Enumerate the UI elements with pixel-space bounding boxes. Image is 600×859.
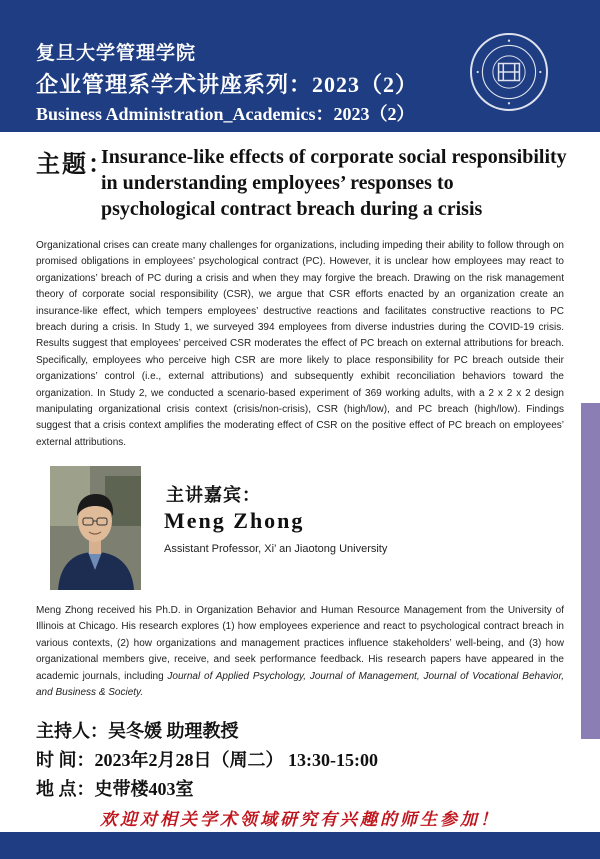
speaker-name: Meng Zhong — [164, 508, 305, 533]
bio-journals: Journal of Applied Psychology, Journal of Management, Journal of Vocational Behavior, and Business & Society. — [36, 670, 564, 699]
welcome-message: 欢迎对相关学术领域研究有兴趣的师生参加！ — [100, 810, 500, 829]
speaker-title: Assistant Professor, Xi’ an Jiaotong University — [164, 543, 388, 555]
abstract-paragraph: Organizational crises can create many challenges for organizations, including impeding their ability to follow through on promised obligations in employees’ psychological contract (PC). However, it is unclear how employees may react to organizations’ breach of PC during a crisis and when they may forgive the breach. Drawing on the risk management theory of corporate social responsibility (CSR), we argue that CSR efforts enacted by an organization create an insurance-like effect, which tempers employees’ destructive reactions and facilitates constructive reactions to PC breach during a crisis. In Study 1, we surveyed 394 employees from diverse industries during the COVID-19 crisis. Results suggest that employees’ perceived CSR moderates the effect of PC breach on external attributions for breach. Specifically, employees who perceive high CSR are more likely to place responsibility for PC breach outside their organizations’ control (i.e., external attributions) and subsequently exhibit reconciliation behaviors toward the organization. In Study 2, we conducted a scenario-based experiment of 369 working adults, with a 2 x 2 x 2 design manipulating organizational crisis context (crisis/non-crisis), CSR (high/low), and PC breach (high/low). Findings suggest that a crisis context amplifies the moderating effect of CSR on the positive effect of PC breach on employees’ external attributions. — [36, 240, 564, 448]
place-info: 地 点：史带楼403室 — [36, 779, 194, 799]
series-title-cn: 企业管理系学术讲座系列：2023（2） — [36, 72, 419, 97]
speaker-bio — [36, 603, 564, 701]
host-info: 主持人：吴冬媛 助理教授 — [36, 721, 239, 741]
header-banner — [0, 0, 600, 132]
topic-title: Insurance-like effects of corporate social responsibility in understanding employees’ responses to psychological contract breach during a crisis — [101, 146, 567, 220]
series-title-en: Business Administration_Academics：2023（2） — [36, 104, 415, 124]
topic-label: 主题： — [36, 151, 114, 178]
speaker-label: 主讲嘉宾： — [166, 485, 261, 505]
school-seal-logo — [470, 33, 548, 111]
speaker-photo — [50, 466, 141, 590]
footer-bar — [0, 832, 600, 859]
school-name: 复旦大学管理学院 — [36, 43, 197, 64]
time-info: 时 间：2023年2月28日（周二） 13:30-15:00 — [36, 750, 378, 770]
decorative-side-bar — [581, 403, 600, 739]
bio-text: Meng Zhong received his Ph.D. in Organization Behavior and Human Resource Management from the University of Illinois at Chicago. His research explores (1) how employees experience and react to psychological contract breach in various contexts, (2) how organizations and management practices influence stakeholders’ well-being, and (3) how organizational members give, receive, and seek performance feedback. His research papers have appeared in the academic journals, including — [36, 605, 564, 682]
